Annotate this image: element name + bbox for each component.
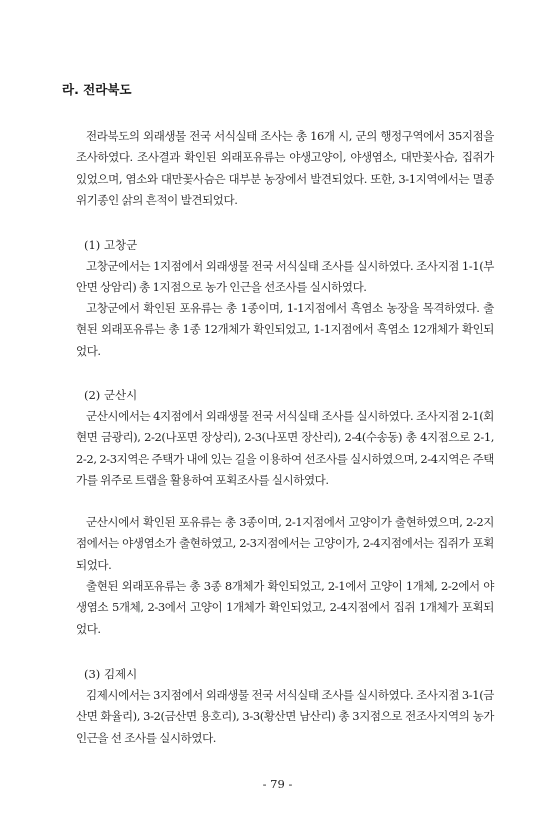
section-heading: 라. 전라북도: [62, 82, 132, 97]
subsection-title-gochang: (1) 고창군: [84, 238, 138, 252]
gochang-paragraph-2: 고창군에서 확인된 포유류는 총 1종이며, 1-1지점에서 흑염소 농장을 목격하였다. 출현된 외래포유류는 총 1종 12개체가 확인되었고, 1-1지점에서 흑염소 12개체가 확인되었다.: [76, 301, 494, 358]
gunsan-paragraph-3: 출현된 외래포유류는 총 3종 8개체가 확인되었고, 2-1에서 고양이 1개체, 2-2에서 야생염소 5개체, 2-3에서 고양이 1개체가 확인되었고, 2-4지점에서 집쥐 1개체가 포획되었다.: [76, 579, 494, 636]
gochang-paragraph-1: 고창군에서는 1지점에서 외래생물 전국 서식실태 조사를 실시하였다. 조사지점 1-1(부안면 상암리) 총 1지점으로 농가 인근을 선조사를 실시하였다.: [76, 259, 494, 295]
intro-paragraph: 전라북도의 외래생물 전국 서식실태 조사는 총 16개 시, 군의 행정구역에서 35지점을 조사하였다. 조사결과 확인된 외래포유류는 야생고양이, 야생염소, 대만꽃사슴, 집쥐가 있었으며, 염소와 대만꽃사슴은 대부분 농장에서 발견되었다. 또한, 3-1지역에서는 멸종위기종인 삵의 흔적이 발견되었다.: [76, 129, 494, 207]
gunsan-paragraph-1: 군산시에서는 4지점에서 외래생물 전국 서식실태 조사를 실시하였다. 조사지점 2-1(회현면 금광리), 2-2(나포면 장상리), 2-3(나포면 장산리), 2-4(수송동) 총 4지점으로 2-1, 2-2, 2-3지역은 주택가 내에 있는 길을 이용하여 선조사를 실시하였으며, 2-4지역은 주택가를 위주로 트랩을 활용하여 포획조사를 실시하였다.: [76, 409, 494, 487]
gunsan-paragraph-2: 군산시에서 확인된 포유류는 총 3종이며, 2-1지점에서 고양이가 출현하였으며, 2-2지점에서는 야생염소가 출현하였고, 2-3지점에서는 고양이가, 2-4지점에서는 집쥐가 포획되었다.: [76, 515, 494, 572]
subsection-title-gimje: (3) 김제시: [84, 667, 138, 681]
page-number: - 79 -: [262, 777, 293, 791]
subsection-title-gunsan: (2) 군산시: [84, 388, 138, 402]
gimje-paragraph-1: 김제시에서는 3지점에서 외래생물 전국 서식실태 조사를 실시하였다. 조사지점 3-1(금산면 화율리), 3-2(금산면 용호리), 3-3(황산면 남산리) 총 3지점으로 전조사지역의 농가 인근을 선 조사를 실시하였다.: [76, 688, 494, 745]
